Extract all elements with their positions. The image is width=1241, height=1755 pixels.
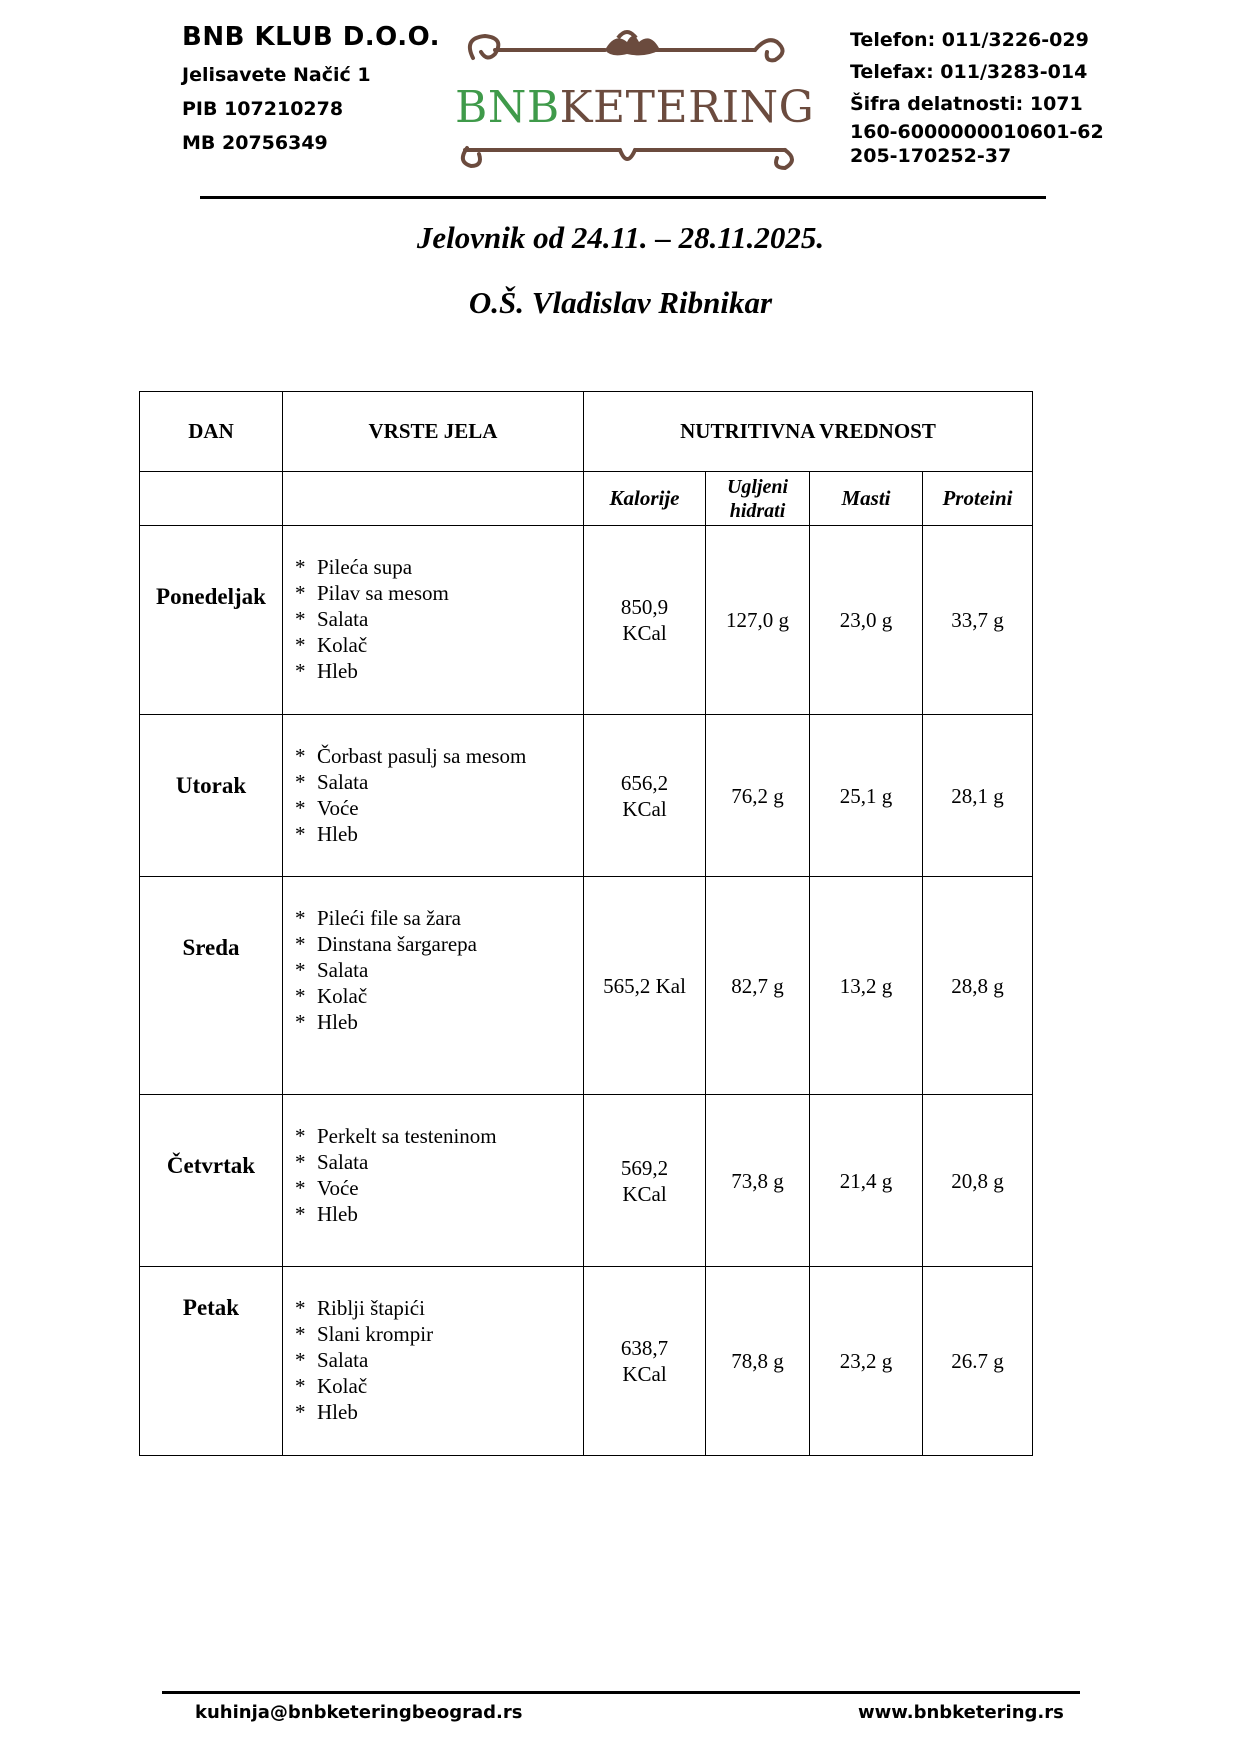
bullet-star-icon: * (295, 796, 306, 820)
dish-item (295, 658, 583, 684)
calories-cell (584, 1095, 706, 1267)
dish-item (295, 1295, 583, 1321)
contact-account-1: 160-6000000010601-62 (850, 121, 1104, 143)
header-nutrition: NUTRITIVNA VREDNOST (584, 392, 1033, 472)
page-title: Jelovnik od 24.11. – 28.11.2025. (416, 220, 825, 255)
company-info (182, 22, 440, 154)
bullet-star-icon: * (295, 1124, 306, 1148)
logo-word-bnb: BNB (455, 82, 560, 133)
calories-unit: KCal (622, 1362, 667, 1386)
bullet-star-icon: * (295, 822, 306, 846)
protein-cell: 28,8 g (923, 877, 1033, 1095)
bullet-star-icon: * (295, 958, 306, 982)
dish-item (295, 1399, 583, 1425)
footer-email[interactable]: kuhinja@bnbketeringbeograd.rs (195, 1702, 523, 1723)
day-cell: Četvrtak (140, 1095, 283, 1267)
dish-item (295, 1123, 583, 1149)
dishes-cell (283, 1095, 584, 1267)
dish-name: Hleb (317, 1010, 358, 1034)
dish-item (295, 931, 583, 957)
calories-value: 638,7 (620, 1336, 669, 1360)
dish-item (295, 1321, 583, 1347)
bullet-star-icon: * (295, 1150, 306, 1174)
calories-cell (584, 715, 706, 877)
table-row (140, 1267, 1033, 1456)
dish-name: Perkelt sa testeninom (317, 1124, 497, 1148)
bullet-star-icon: * (295, 633, 306, 657)
bullet-star-icon: * (295, 984, 306, 1008)
bnb-ketering-logo (455, 28, 815, 173)
dish-name: Pilav sa mesom (317, 581, 449, 605)
dish-item (295, 1009, 583, 1035)
dish-name: Hleb (317, 1202, 358, 1226)
bullet-star-icon: * (295, 1010, 306, 1034)
dish-name: Salata (317, 1150, 369, 1174)
bullet-star-icon: * (295, 1322, 306, 1346)
dish-item (295, 957, 583, 983)
header-day: DAN (140, 392, 283, 472)
menu-table-body (140, 526, 1033, 1456)
dish-name: Kolač (317, 633, 368, 657)
page-subtitle: O.Š. Vladislav Ribnikar (468, 285, 773, 320)
bullet-star-icon: * (295, 1176, 306, 1200)
carbs-cell: 76,2 g (706, 715, 810, 877)
calories-value: 565,2 Kal (603, 973, 686, 998)
dish-name: Voće (317, 796, 359, 820)
dish-item (295, 1347, 583, 1373)
bullet-star-icon: * (295, 1202, 306, 1226)
contact-activity-code: Šifra delatnosti: 1071 (850, 93, 1083, 115)
dish-item (295, 821, 583, 847)
company-mb: MB 20756349 (182, 132, 328, 154)
bullet-star-icon: * (295, 1374, 306, 1398)
dish-item (295, 1175, 583, 1201)
contact-info (850, 24, 1104, 168)
company-pib: PIB 107210278 (182, 98, 344, 120)
dish-name: Kolač (317, 1374, 368, 1398)
dish-name: Pileća supa (317, 555, 413, 579)
logo-word-ketering: KETERING (559, 82, 815, 133)
calories-cell (584, 1267, 706, 1456)
subheader-protein: Proteini (923, 472, 1033, 526)
company-name: BNB KLUB D.O.O. (182, 22, 440, 52)
company-address: Jelisavete Načić 1 (182, 64, 371, 86)
dish-name: Slani krompir (317, 1322, 434, 1346)
bullet-star-icon: * (295, 1296, 306, 1320)
protein-cell: 20,8 g (923, 1095, 1033, 1267)
subheader-carbs: Ugljeni hidrati (706, 472, 810, 526)
dish-name: Salata (317, 958, 369, 982)
carbs-cell: 78,8 g (706, 1267, 810, 1456)
bullet-star-icon: * (295, 1348, 306, 1372)
fat-cell: 23,2 g (810, 1267, 923, 1456)
calories-value: 656,2 (620, 770, 669, 795)
calories-unit: KCal (622, 796, 667, 821)
dishes-cell (283, 715, 584, 877)
dish-item (295, 632, 583, 658)
header-dishes: VRSTE JELA (283, 392, 584, 472)
dish-name: Salata (317, 770, 369, 794)
subheader-calories: Kalorije (584, 472, 706, 526)
calories-cell (584, 877, 706, 1095)
dish-name: Hleb (317, 659, 358, 683)
dish-name: Riblji štapići (317, 1296, 425, 1320)
protein-cell: 26.7 g (923, 1267, 1033, 1456)
dish-item (295, 983, 583, 1009)
day-cell: Utorak (140, 715, 283, 877)
footer-divider (162, 1691, 1080, 1694)
table-subheader-row (140, 472, 1033, 526)
dish-name: Dinstana šargarepa (317, 932, 477, 956)
dishes-cell (283, 1267, 584, 1456)
dish-name: Salata (317, 607, 369, 631)
subheader-fat: Masti (810, 472, 923, 526)
bullet-star-icon: * (295, 1400, 306, 1424)
menu-table (139, 391, 1033, 1456)
dish-name: Voće (317, 1176, 359, 1200)
bullet-star-icon: * (295, 659, 306, 683)
day-cell: Sreda (140, 877, 283, 1095)
carbs-cell: 73,8 g (706, 1095, 810, 1267)
calories-cell (584, 526, 706, 715)
table-row (140, 526, 1033, 715)
dish-name: Salata (317, 1348, 369, 1372)
dish-item (295, 1373, 583, 1399)
carbs-cell: 127,0 g (706, 526, 810, 715)
carbs-cell: 82,7 g (706, 877, 810, 1095)
dish-item (295, 580, 583, 606)
dish-name: Kolač (317, 984, 368, 1008)
dish-item (295, 795, 583, 821)
contact-account-2: 205-170252-37 (850, 145, 1012, 167)
bullet-star-icon: * (295, 607, 306, 631)
table-row (140, 877, 1033, 1095)
header-divider (200, 196, 1046, 199)
dish-name: Čorbast pasulj sa mesom (317, 744, 527, 768)
contact-fax: Telefax: 011/3283-014 (850, 61, 1088, 83)
dish-name: Pileći file sa žara (317, 906, 462, 930)
dish-item (295, 743, 583, 769)
table-row (140, 715, 1033, 877)
table-row (140, 1095, 1033, 1267)
footer-website[interactable]: www.bnbketering.rs (858, 1702, 1064, 1723)
contact-phone: Telefon: 011/3226-029 (850, 29, 1089, 51)
dishes-cell (283, 526, 584, 715)
fat-cell: 21,4 g (810, 1095, 923, 1267)
bullet-star-icon: * (295, 770, 306, 794)
table-header-row (140, 392, 1033, 472)
protein-cell: 33,7 g (923, 526, 1033, 715)
calories-unit: KCal (622, 621, 667, 645)
bullet-star-icon: * (295, 906, 306, 930)
fat-cell: 23,0 g (810, 526, 923, 715)
dish-item (295, 1149, 583, 1175)
bullet-star-icon: * (295, 555, 306, 579)
calories-value: 850,9 (620, 595, 669, 619)
bullet-star-icon: * (295, 744, 306, 768)
calories-value: 569,2 (620, 1155, 669, 1180)
dish-item (295, 769, 583, 795)
bullet-star-icon: * (295, 932, 306, 956)
fat-cell: 13,2 g (810, 877, 923, 1095)
day-cell: Petak (140, 1267, 283, 1456)
bullet-star-icon: * (295, 581, 306, 605)
dish-name: Hleb (317, 822, 358, 846)
calories-unit: KCal (622, 1181, 667, 1206)
dish-item (295, 606, 583, 632)
dish-item (295, 1201, 583, 1227)
protein-cell: 28,1 g (923, 715, 1033, 877)
fat-cell: 25,1 g (810, 715, 923, 877)
dish-item (295, 554, 583, 580)
dish-item (295, 905, 583, 931)
dishes-cell (283, 877, 584, 1095)
day-cell: Ponedeljak (140, 526, 283, 715)
dish-name: Hleb (317, 1400, 358, 1424)
